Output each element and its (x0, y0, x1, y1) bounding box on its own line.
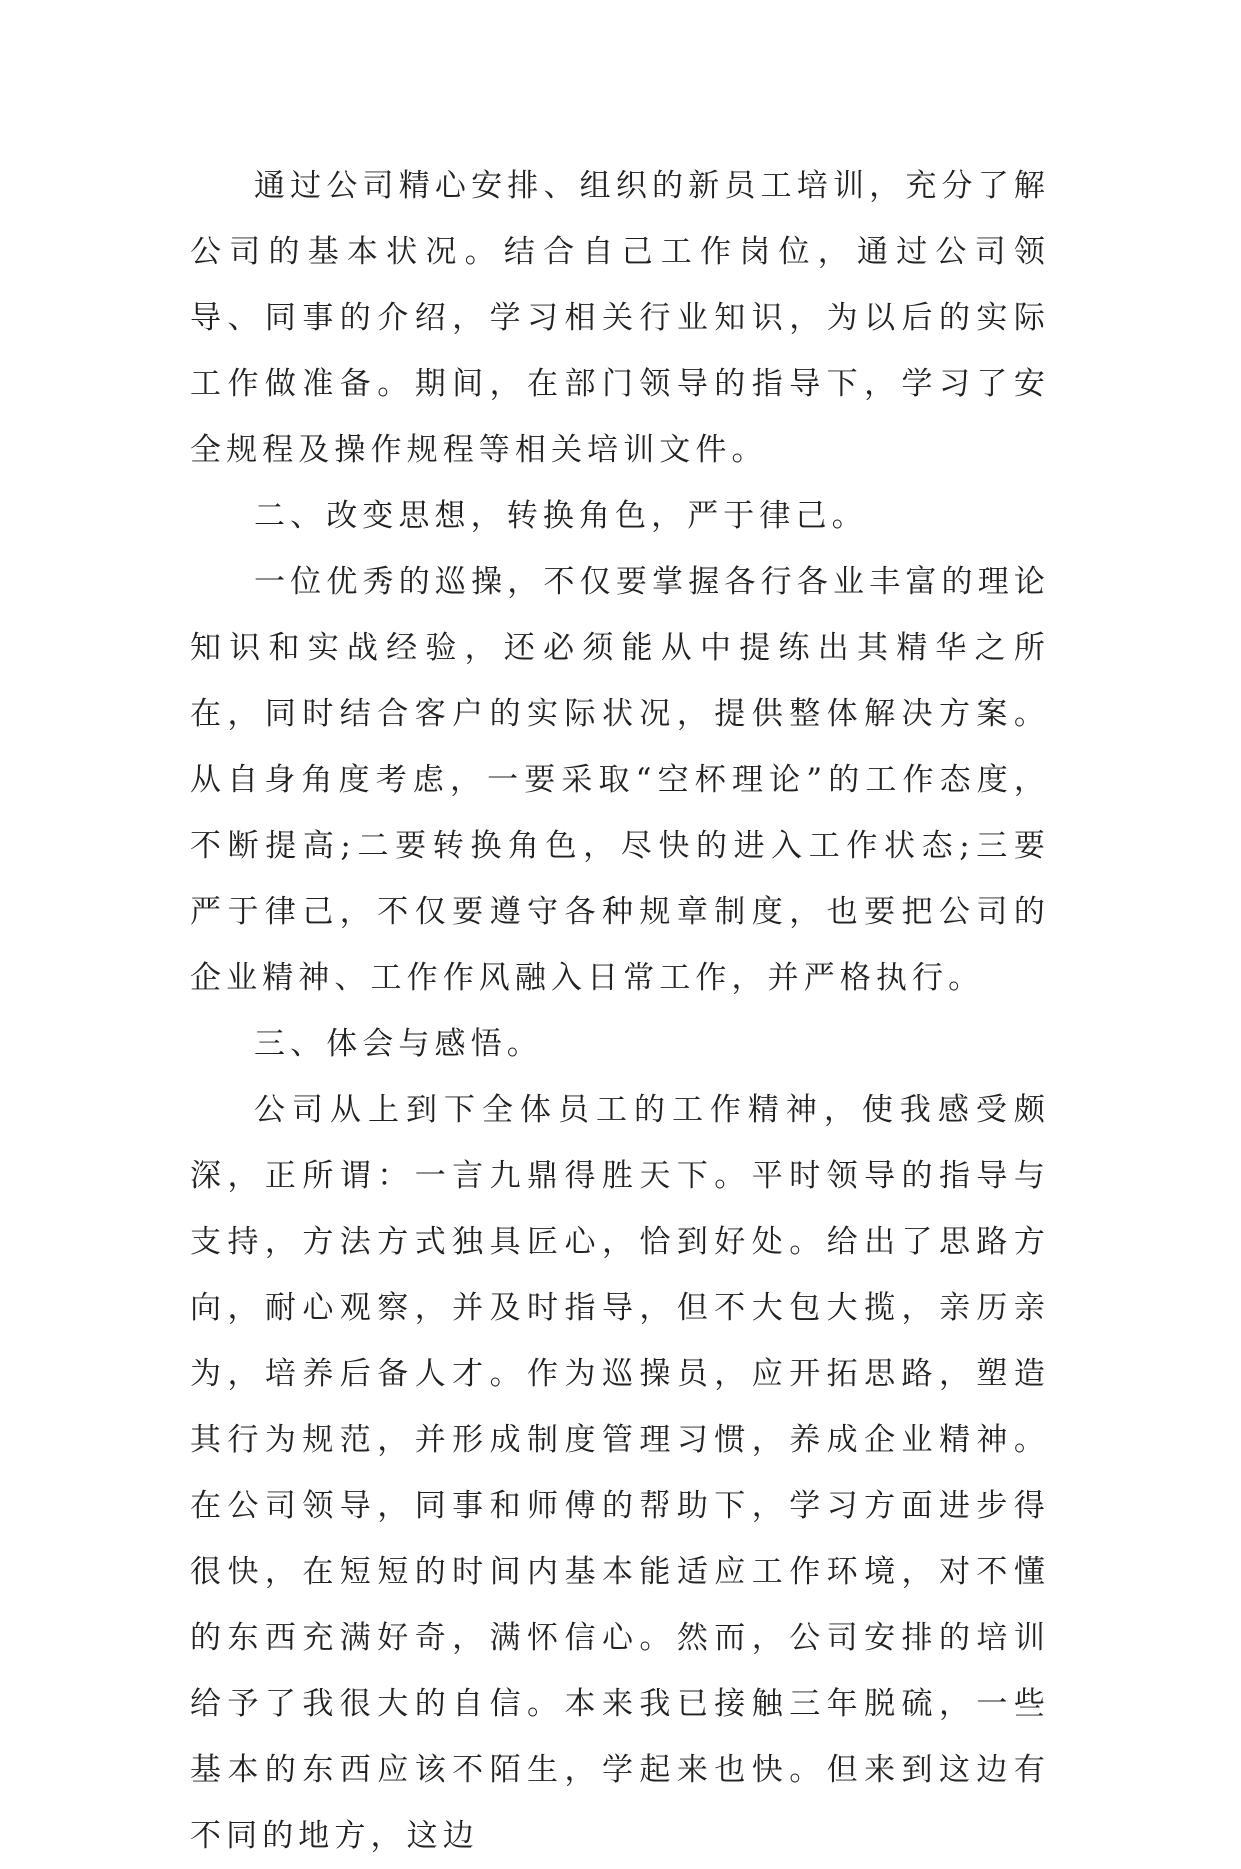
paragraph-training-intro: 通过公司精心安排、组织的新员工培训，充分了解公司的基本状况。结合自己工作岗位，通过公司领导、同事的介绍，学习相关行业知识，为以后的实际工作做准备。期间，在部门领导的指导下，学习了安全规程及操作规程等相关培训文件。 (190, 168, 1050, 468)
paragraph-reflection: 公司从上到下全体员工的工作精神，使我感受颇深，正所谓：一言九鼎得胜天下。平时领导的指导与支持，方法方式独具匠心，恰到好处。给出了思路方向，耐心观察，并及时指导，但不大包大揽，亲历亲为，培养后备人才。作为巡操员，应开拓思路，塑造其行为规范，并形成制度管理习惯，养成企业精神。在公司领导，同事和师傅的帮助下，学习方面进步得很快，在短短的时间内基本能适应工作环境，对不懂的东西充满好奇，满怀信心。然而，公司安排的培训给予了我很大的自信。本来我已接触三年脱硫，一些基本的东西应该不陌生，学起来也快。但来到这边有不同的地方，这边 (190, 1092, 1050, 1854)
section-heading-3: 三、体会与感悟。 (254, 1026, 543, 1062)
document-body (190, 153, 1050, 1869)
paragraph-role-change: 一位优秀的巡操，不仅要掌握各行各业丰富的理论知识和实战经验，还必须能从中提练出其精华之所在，同时结合客户的实际状况，提供整体解决方案。从自身角度考虑，一要采取“空杯理论”的工作态度，不断提高;二要转换角色，尽快的进入工作状态;三要严于律己，不仅要遵守各种规章制度，也要把公司的企业精神、工作作风融入日常工作，并严格执行。 (190, 564, 1050, 996)
section-heading-2: 二、改变思想，转换角色，严于律己。 (254, 498, 868, 534)
